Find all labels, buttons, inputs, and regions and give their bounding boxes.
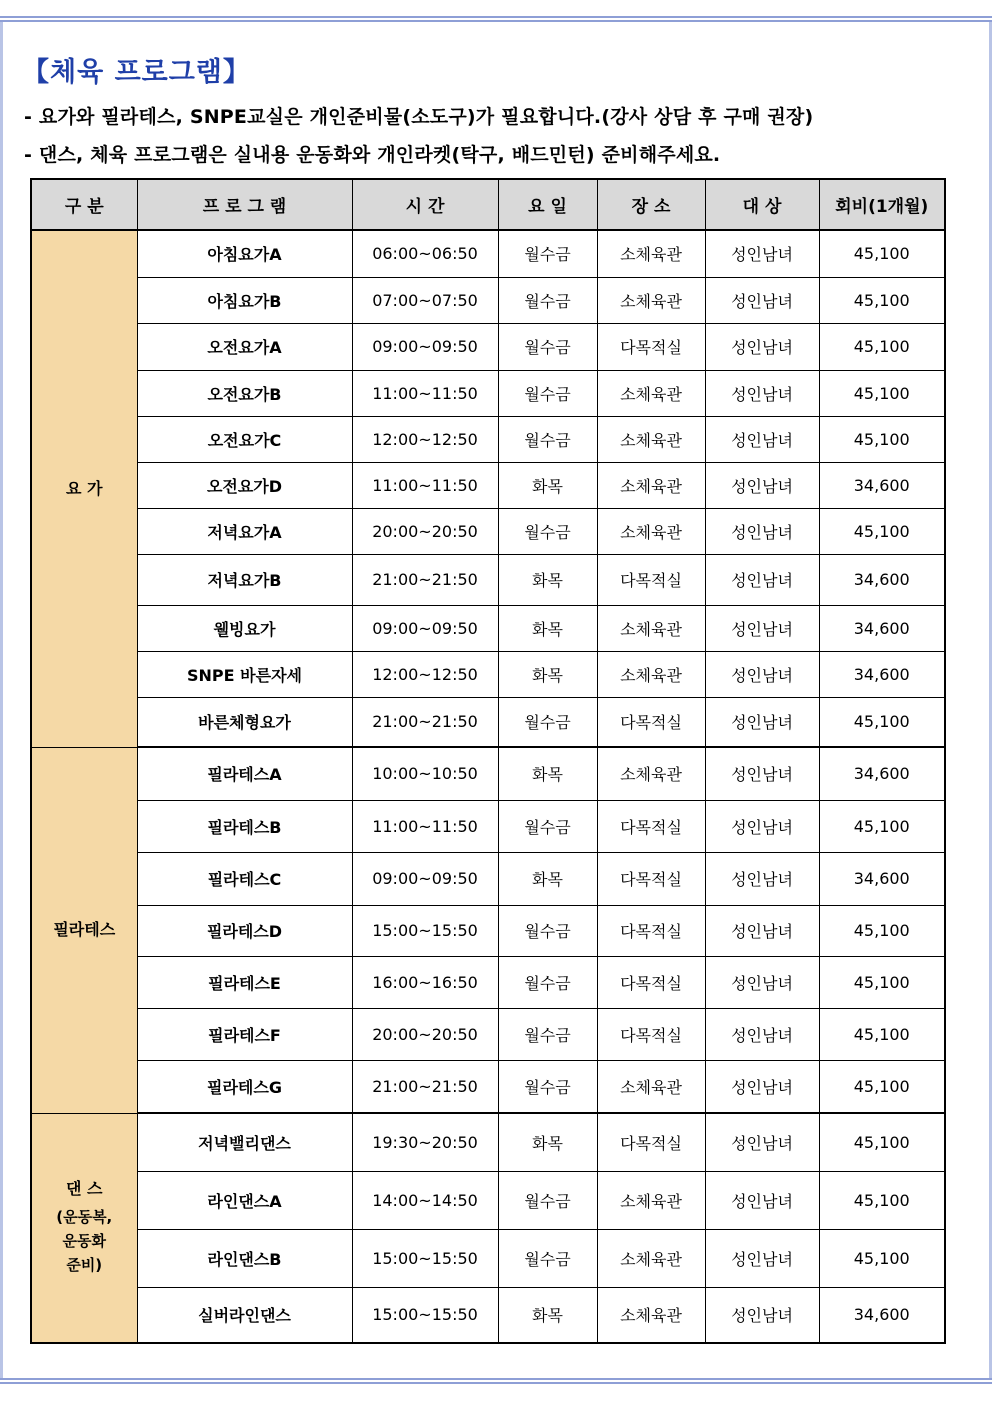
program-cell: SNPE 바른자세 bbox=[137, 651, 352, 697]
program-cell: 웰빙요가 bbox=[137, 605, 352, 651]
place-cell: 소체육관 bbox=[597, 508, 705, 554]
table-row bbox=[31, 956, 945, 1008]
program-cell: 오전요가D bbox=[137, 462, 352, 508]
category-label: 댄 스 bbox=[66, 1178, 103, 1198]
note-shoes: - 댄스, 체육 프로그램은 실내용 운동화와 개인라켓(탁구, 배드민턴) 준비해주세요. bbox=[24, 144, 721, 166]
place-cell: 다목적실 bbox=[597, 697, 705, 747]
target-cell: 성인남녀 bbox=[705, 554, 819, 605]
program-cell: 라인댄스A bbox=[137, 1171, 352, 1229]
fee-cell: 45,100 bbox=[819, 697, 945, 747]
fee-cell: 45,100 bbox=[819, 277, 945, 323]
fee-cell: 45,100 bbox=[819, 905, 945, 956]
days-cell: 월수금 bbox=[498, 956, 597, 1008]
category-note: (운동복, 운동화 준비) bbox=[56, 1207, 113, 1274]
table-row bbox=[31, 416, 945, 462]
table-row bbox=[31, 1008, 945, 1060]
table-row bbox=[31, 852, 945, 905]
days-cell: 화목 bbox=[498, 605, 597, 651]
target-cell: 성인남녀 bbox=[705, 370, 819, 416]
days-cell: 화목 bbox=[498, 747, 597, 800]
time-cell: 20:00~20:50 bbox=[352, 1008, 498, 1060]
fee-cell: 45,100 bbox=[819, 956, 945, 1008]
days-cell: 월수금 bbox=[498, 800, 597, 852]
table-row bbox=[31, 1171, 945, 1229]
place-cell: 소체육관 bbox=[597, 370, 705, 416]
program-cell: 실버라인댄스 bbox=[137, 1287, 352, 1343]
time-cell: 12:00~12:50 bbox=[352, 416, 498, 462]
target-cell: 성인남녀 bbox=[705, 697, 819, 747]
days-cell: 월수금 bbox=[498, 1171, 597, 1229]
days-cell: 월수금 bbox=[498, 1008, 597, 1060]
target-cell: 성인남녀 bbox=[705, 651, 819, 697]
program-cell: 필라테스C bbox=[137, 852, 352, 905]
program-cell: 필라테스G bbox=[137, 1060, 352, 1113]
time-cell: 15:00~15:50 bbox=[352, 1229, 498, 1287]
place-cell: 다목적실 bbox=[597, 1113, 705, 1171]
time-cell: 21:00~21:50 bbox=[352, 697, 498, 747]
header-category: 구 분 bbox=[31, 179, 137, 230]
fee-cell: 34,600 bbox=[819, 1287, 945, 1343]
table-row bbox=[31, 800, 945, 852]
place-cell: 소체육관 bbox=[597, 230, 705, 277]
place-cell: 다목적실 bbox=[597, 800, 705, 852]
days-cell: 월수금 bbox=[498, 323, 597, 370]
time-cell: 21:00~21:50 bbox=[352, 554, 498, 605]
target-cell: 성인남녀 bbox=[705, 956, 819, 1008]
fee-cell: 45,100 bbox=[819, 230, 945, 277]
days-cell: 화목 bbox=[498, 554, 597, 605]
program-cell: 라인댄스B bbox=[137, 1229, 352, 1287]
table-row bbox=[31, 1060, 945, 1113]
target-cell: 성인남녀 bbox=[705, 323, 819, 370]
table-row bbox=[31, 554, 945, 605]
table-row bbox=[31, 1287, 945, 1343]
days-cell: 화목 bbox=[498, 1287, 597, 1343]
time-cell: 11:00~11:50 bbox=[352, 462, 498, 508]
time-cell: 11:00~11:50 bbox=[352, 800, 498, 852]
target-cell: 성인남녀 bbox=[705, 1060, 819, 1113]
table-row bbox=[31, 1113, 945, 1171]
place-cell: 다목적실 bbox=[597, 1008, 705, 1060]
days-cell: 월수금 bbox=[498, 277, 597, 323]
page-frame-bottom bbox=[0, 1378, 992, 1384]
days-cell: 월수금 bbox=[498, 905, 597, 956]
time-cell: 21:00~21:50 bbox=[352, 1060, 498, 1113]
target-cell: 성인남녀 bbox=[705, 1229, 819, 1287]
target-cell: 성인남녀 bbox=[705, 1287, 819, 1343]
fee-cell: 45,100 bbox=[819, 1060, 945, 1113]
target-cell: 성인남녀 bbox=[705, 1008, 819, 1060]
place-cell: 소체육관 bbox=[597, 416, 705, 462]
program-cell: 필라테스E bbox=[137, 956, 352, 1008]
target-cell: 성인남녀 bbox=[705, 1171, 819, 1229]
target-cell: 성인남녀 bbox=[705, 605, 819, 651]
program-cell: 오전요가B bbox=[137, 370, 352, 416]
table-row bbox=[31, 508, 945, 554]
time-cell: 16:00~16:50 bbox=[352, 956, 498, 1008]
time-cell: 09:00~09:50 bbox=[352, 605, 498, 651]
fee-cell: 34,600 bbox=[819, 554, 945, 605]
time-cell: 09:00~09:50 bbox=[352, 323, 498, 370]
target-cell: 성인남녀 bbox=[705, 508, 819, 554]
time-cell: 06:00~06:50 bbox=[352, 230, 498, 277]
days-cell: 화목 bbox=[498, 1113, 597, 1171]
place-cell: 다목적실 bbox=[597, 852, 705, 905]
table-row bbox=[31, 697, 945, 747]
place-cell: 다목적실 bbox=[597, 905, 705, 956]
fee-cell: 34,600 bbox=[819, 852, 945, 905]
days-cell: 화목 bbox=[498, 462, 597, 508]
target-cell: 성인남녀 bbox=[705, 852, 819, 905]
page-frame-left bbox=[0, 22, 3, 1378]
table-row bbox=[31, 747, 945, 800]
category-label: 필라테스 bbox=[53, 920, 116, 939]
program-cell: 저녁요가B bbox=[137, 554, 352, 605]
table-row bbox=[31, 370, 945, 416]
program-cell: 아침요가B bbox=[137, 277, 352, 323]
fee-cell: 45,100 bbox=[819, 800, 945, 852]
target-cell: 성인남녀 bbox=[705, 230, 819, 277]
fee-cell: 34,600 bbox=[819, 462, 945, 508]
target-cell: 성인남녀 bbox=[705, 747, 819, 800]
table-row bbox=[31, 277, 945, 323]
place-cell: 소체육관 bbox=[597, 605, 705, 651]
program-cell: 아침요가A bbox=[137, 230, 352, 277]
fee-cell: 45,100 bbox=[819, 1113, 945, 1171]
time-cell: 09:00~09:50 bbox=[352, 852, 498, 905]
time-cell: 12:00~12:50 bbox=[352, 651, 498, 697]
program-cell: 저녁요가A bbox=[137, 508, 352, 554]
fee-cell: 45,100 bbox=[819, 323, 945, 370]
place-cell: 소체육관 bbox=[597, 651, 705, 697]
category-cell bbox=[31, 1113, 137, 1343]
target-cell: 성인남녀 bbox=[705, 905, 819, 956]
time-cell: 15:00~15:50 bbox=[352, 905, 498, 956]
fee-cell: 45,100 bbox=[819, 1171, 945, 1229]
place-cell: 소체육관 bbox=[597, 747, 705, 800]
days-cell: 화목 bbox=[498, 852, 597, 905]
place-cell: 소체육관 bbox=[597, 462, 705, 508]
time-cell: 20:00~20:50 bbox=[352, 508, 498, 554]
program-cell: 오전요가C bbox=[137, 416, 352, 462]
place-cell: 다목적실 bbox=[597, 323, 705, 370]
time-cell: 14:00~14:50 bbox=[352, 1171, 498, 1229]
place-cell: 소체육관 bbox=[597, 1060, 705, 1113]
fee-cell: 45,100 bbox=[819, 370, 945, 416]
days-cell: 월수금 bbox=[498, 1060, 597, 1113]
header-program: 프 로 그 램 bbox=[137, 179, 352, 230]
target-cell: 성인남녀 bbox=[705, 277, 819, 323]
fee-cell: 34,600 bbox=[819, 747, 945, 800]
table-header-row bbox=[31, 179, 945, 230]
table-body bbox=[31, 230, 945, 1343]
days-cell: 월수금 bbox=[498, 370, 597, 416]
note-supplies: - 요가와 필라테스, SNPE교실은 개인준비물(소도구)가 필요합니다.(강사 상담 후 구매 권장) bbox=[24, 106, 814, 128]
table-row bbox=[31, 230, 945, 277]
target-cell: 성인남녀 bbox=[705, 462, 819, 508]
place-cell: 소체육관 bbox=[597, 1171, 705, 1229]
program-cell: 바른체형요가 bbox=[137, 697, 352, 747]
header-target: 대 상 bbox=[705, 179, 819, 230]
time-cell: 11:00~11:50 bbox=[352, 370, 498, 416]
place-cell: 다목적실 bbox=[597, 956, 705, 1008]
time-cell: 15:00~15:50 bbox=[352, 1287, 498, 1343]
program-cell: 오전요가A bbox=[137, 323, 352, 370]
target-cell: 성인남녀 bbox=[705, 800, 819, 852]
days-cell: 월수금 bbox=[498, 697, 597, 747]
program-cell: 필라테스A bbox=[137, 747, 352, 800]
table-row bbox=[31, 462, 945, 508]
table-row bbox=[31, 651, 945, 697]
days-cell: 월수금 bbox=[498, 508, 597, 554]
header-fee: 회비(1개월) bbox=[819, 179, 945, 230]
place-cell: 소체육관 bbox=[597, 1287, 705, 1343]
fee-cell: 34,600 bbox=[819, 605, 945, 651]
page-frame-top bbox=[0, 0, 992, 22]
target-cell: 성인남녀 bbox=[705, 1113, 819, 1171]
days-cell: 월수금 bbox=[498, 230, 597, 277]
time-cell: 07:00~07:50 bbox=[352, 277, 498, 323]
fee-cell: 45,100 bbox=[819, 508, 945, 554]
header-days: 요 일 bbox=[498, 179, 597, 230]
header-time: 시 간 bbox=[352, 179, 498, 230]
header-place: 장 소 bbox=[597, 179, 705, 230]
program-cell: 필라테스D bbox=[137, 905, 352, 956]
category-label: 요 가 bbox=[66, 478, 103, 498]
place-cell: 소체육관 bbox=[597, 1229, 705, 1287]
fee-cell: 45,100 bbox=[819, 1008, 945, 1060]
program-cell: 저녁밸리댄스 bbox=[137, 1113, 352, 1171]
place-cell: 다목적실 bbox=[597, 554, 705, 605]
place-cell: 소체육관 bbox=[597, 277, 705, 323]
time-cell: 19:30~20:50 bbox=[352, 1113, 498, 1171]
page-title: 【체육 프로그램】 bbox=[22, 57, 251, 88]
target-cell: 성인남녀 bbox=[705, 416, 819, 462]
program-schedule-table bbox=[30, 178, 946, 1344]
fee-cell: 45,100 bbox=[819, 1229, 945, 1287]
program-cell: 필라테스F bbox=[137, 1008, 352, 1060]
category-cell bbox=[31, 230, 137, 747]
category-cell bbox=[31, 747, 137, 1113]
time-cell: 10:00~10:50 bbox=[352, 747, 498, 800]
table-row bbox=[31, 323, 945, 370]
fee-cell: 34,600 bbox=[819, 651, 945, 697]
fee-cell: 45,100 bbox=[819, 416, 945, 462]
table-row bbox=[31, 905, 945, 956]
table-row bbox=[31, 605, 945, 651]
table-row bbox=[31, 1229, 945, 1287]
days-cell: 월수금 bbox=[498, 1229, 597, 1287]
days-cell: 월수금 bbox=[498, 416, 597, 462]
days-cell: 화목 bbox=[498, 651, 597, 697]
program-cell: 필라테스B bbox=[137, 800, 352, 852]
